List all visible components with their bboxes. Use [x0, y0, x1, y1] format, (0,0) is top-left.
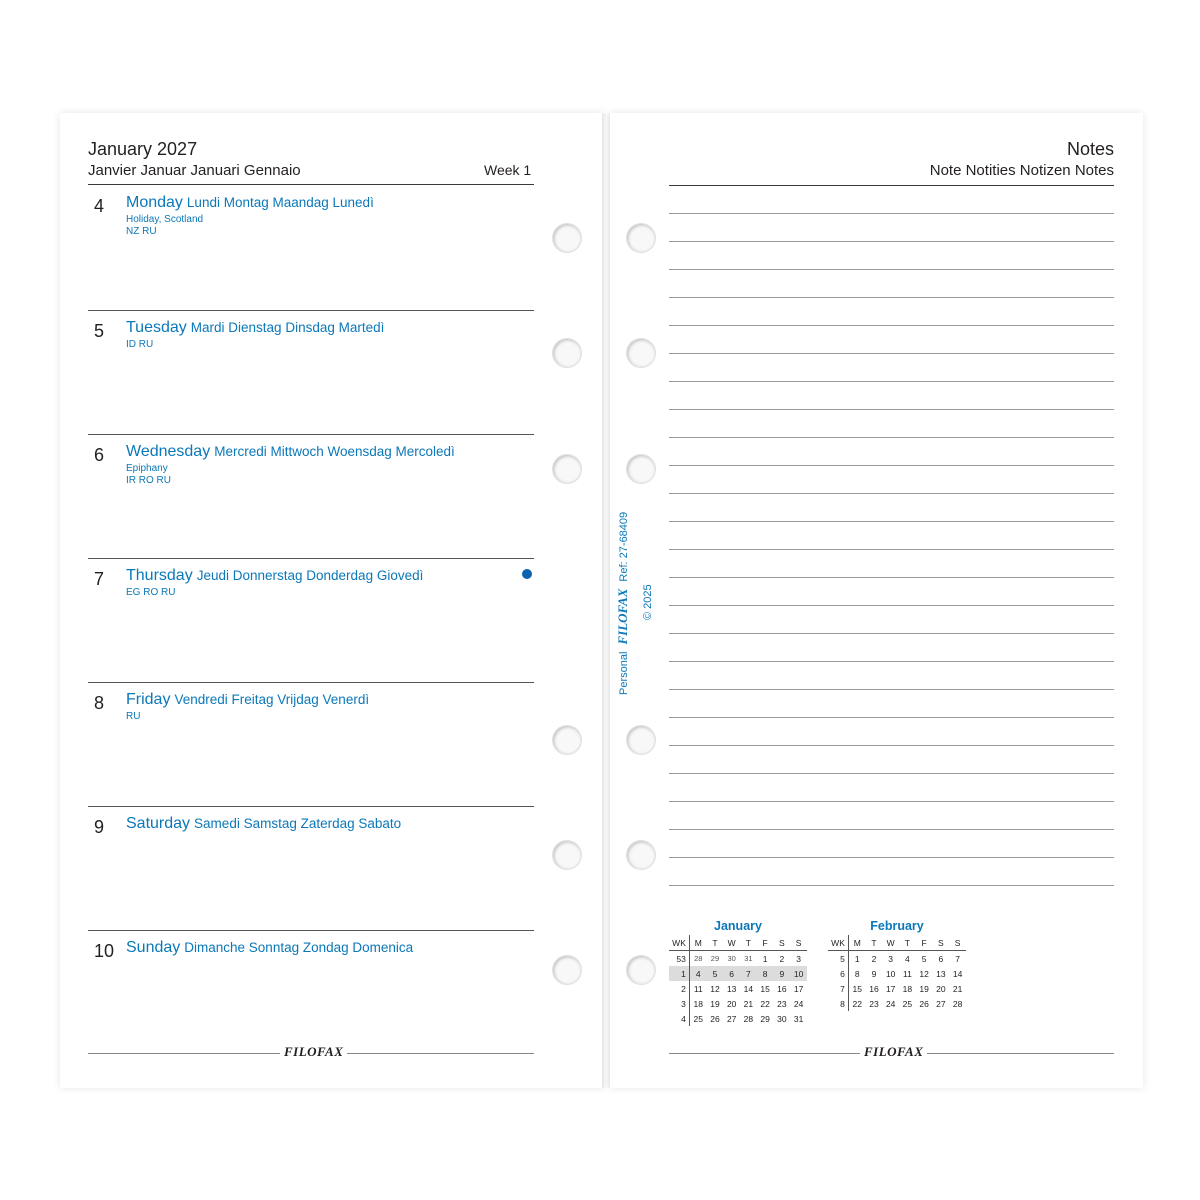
minical-day-cell: 4 — [905, 953, 910, 964]
minical-day-cell: 9 — [773, 966, 790, 981]
minical-day-cell: 27 — [936, 998, 946, 1009]
minical-day-cell: 22 — [760, 998, 770, 1009]
day-note: RU — [126, 711, 141, 722]
ring-hole — [626, 338, 656, 368]
minical-header-cell: F — [916, 935, 933, 951]
minical-week-number: 6 — [828, 966, 848, 981]
minical-day-cell: 26 — [919, 998, 929, 1009]
day-note: IR RO RU — [126, 475, 171, 486]
minical-week-number: 2 — [669, 981, 689, 996]
minical-header-cell: T — [866, 935, 883, 951]
note-line — [669, 885, 1114, 886]
notes-header-rule — [669, 185, 1114, 186]
note-line — [669, 325, 1114, 326]
day-name — [126, 939, 413, 957]
minical-week-number: 1 — [669, 966, 689, 981]
minical-day-cell: 31 — [744, 954, 753, 963]
minical-day-cell: 17 — [885, 983, 896, 994]
minical-day-cell: 5 — [921, 953, 927, 964]
minical-header-cell: F — [757, 935, 774, 951]
minical-day-cell: 30 — [727, 954, 736, 963]
minical-day-cell: 25 — [693, 1013, 703, 1024]
imprint-size: Personal — [618, 651, 630, 695]
minical-grid — [669, 935, 807, 1026]
minical-day-cell: 28 — [743, 1013, 754, 1024]
notes-title: Notes — [1066, 139, 1114, 159]
minical-day-cell: 15 — [760, 983, 770, 994]
minical-day-cell: 18 — [902, 983, 913, 994]
note-line — [669, 661, 1114, 662]
minical-day-cell: 25 — [902, 998, 913, 1009]
note-line — [669, 521, 1114, 522]
minical-day-cell: 15 — [852, 983, 862, 994]
minical-day-cell: 2 — [871, 953, 877, 964]
minical-day-cell: 11 — [693, 983, 703, 994]
minical-header-cell: T — [899, 935, 916, 951]
note-line — [669, 633, 1114, 634]
minical-day-cell: 3 — [796, 953, 801, 964]
day-number: 6 — [94, 445, 105, 465]
minical-day-cell: 10 — [790, 966, 807, 981]
month-translations: Janvier Januar Januari Gennaio — [88, 162, 301, 179]
minical-day-cell: 8 — [757, 966, 774, 981]
imprint — [615, 512, 631, 695]
day-row[interactable] — [88, 310, 534, 435]
day-number: 4 — [94, 196, 105, 216]
day-name-english: Wednesday — [126, 443, 211, 460]
ring-hole — [552, 223, 582, 253]
imprint-copyright: © 2025 — [642, 584, 654, 620]
minical-week-number: 53 — [669, 951, 689, 967]
minical-day-cell: 23 — [777, 998, 787, 1009]
note-line — [669, 493, 1114, 494]
minical-day-cell: 6 — [938, 953, 944, 964]
minical-day-cell: 6 — [723, 966, 740, 981]
minical-day-cell: 22 — [852, 998, 862, 1009]
day-name-english: Tuesday — [126, 319, 187, 336]
minical-day-cell: 14 — [743, 983, 754, 994]
day-name-english: Sunday — [126, 939, 181, 956]
minical-day-cell: 19 — [710, 998, 720, 1009]
day-number: 10 — [94, 941, 115, 961]
note-line — [669, 773, 1114, 774]
minical-day-cell: 14 — [952, 968, 963, 979]
minical-title: January — [714, 919, 762, 933]
day-name — [126, 319, 384, 337]
minical-day-cell: 7 — [740, 966, 757, 981]
day-note: ID RU — [126, 339, 154, 350]
minical-day-cell: 21 — [743, 998, 754, 1009]
minical-header-cell: WK — [828, 935, 848, 951]
note-line — [669, 689, 1114, 690]
day-name — [126, 815, 401, 833]
day-row[interactable] — [88, 434, 534, 559]
day-name-translations: Mardi Dienstag Dinsdag Martedì — [190, 320, 385, 335]
minical-day-cell: 1 — [762, 953, 768, 964]
note-line — [669, 269, 1114, 270]
left-page — [60, 113, 604, 1088]
minical-day-cell: 28 — [952, 998, 963, 1009]
right-page — [610, 113, 1143, 1088]
minical-header-cell: S — [949, 935, 966, 951]
minical-day-cell: 30 — [777, 1013, 787, 1024]
day-name-translations: Mercredi Mittwoch Woensdag Mercoledì — [214, 444, 455, 459]
ring-hole — [552, 338, 582, 368]
day-row[interactable] — [88, 682, 534, 807]
minical-day-cell: 3 — [888, 953, 894, 964]
day-name-translations: Lundi Montag Maandag Lunedì — [186, 195, 374, 210]
ring-hole — [626, 454, 656, 484]
minical-day-cell: 13 — [726, 983, 737, 994]
minical-week-number: 8 — [828, 996, 848, 1011]
day-row[interactable] — [88, 558, 534, 683]
day-number: 5 — [94, 321, 105, 341]
day-name — [126, 567, 423, 585]
filofax-logo: FILOFAX — [280, 1044, 347, 1060]
minical-header-cell: W — [723, 935, 740, 951]
note-line — [669, 577, 1114, 578]
day-name-english: Saturday — [126, 815, 191, 832]
note-line — [669, 437, 1114, 438]
note-line — [669, 241, 1114, 242]
minical-header-cell: M — [848, 935, 865, 951]
minical-day-cell: 7 — [955, 953, 960, 964]
note-line — [669, 297, 1114, 298]
day-name-translations: Dimanche Sonntag Zondag Domenica — [184, 940, 414, 955]
minical-day-cell: 13 — [936, 968, 946, 979]
minical-day-cell: 11 — [902, 968, 912, 979]
minical-header-cell: WK — [669, 935, 689, 951]
minical-header-cell: S — [790, 935, 807, 951]
notes-translations: Note Notities Notizen Notes — [929, 162, 1114, 179]
day-name — [126, 194, 374, 212]
ring-hole — [626, 955, 656, 985]
day-name — [126, 443, 455, 461]
ring-hole — [552, 725, 582, 755]
minical-week-number: 4 — [669, 1011, 689, 1026]
day-number: 8 — [94, 693, 105, 713]
day-note: EG RO RU — [126, 587, 176, 598]
minical-day-cell: 16 — [777, 983, 787, 994]
minical-week-number: 3 — [669, 996, 689, 1011]
note-line — [669, 213, 1114, 214]
day-name — [126, 691, 369, 709]
minical-header-cell: S — [773, 935, 790, 951]
minical-header-cell: S — [932, 935, 949, 951]
minical-grid — [828, 935, 966, 1011]
minical-day-cell: 2 — [779, 953, 785, 964]
header-rule — [88, 184, 534, 185]
note-line — [669, 549, 1114, 550]
note-line — [669, 801, 1114, 802]
minical-day-cell: 5 — [707, 966, 724, 981]
day-row[interactable] — [88, 186, 534, 310]
day-number: 9 — [94, 817, 105, 837]
minical-day-cell: 23 — [869, 998, 879, 1009]
minical-header-cell: M — [689, 935, 706, 951]
note-line — [669, 605, 1114, 606]
day-number: 7 — [94, 569, 105, 589]
note-line — [669, 857, 1114, 858]
minical-week-number: 5 — [828, 951, 848, 967]
month-title: January 2027 — [88, 139, 198, 159]
minical-day-cell: 24 — [793, 998, 804, 1009]
note-line — [669, 717, 1114, 718]
minical-day-cell: 20 — [726, 998, 737, 1009]
minical-day-cell: 26 — [710, 1013, 720, 1024]
moon-phase-dot — [522, 569, 532, 579]
day-note: NZ RU — [126, 226, 157, 237]
ring-hole — [552, 955, 582, 985]
minical-day-cell: 18 — [693, 998, 703, 1009]
day-note: Epiphany — [126, 463, 168, 474]
minical-day-cell: 17 — [793, 983, 804, 994]
minical-day-cell: 27 — [726, 1013, 737, 1024]
day-name-translations: Vendredi Freitag Vrijdag Venerdì — [174, 692, 370, 707]
minical-header-cell: W — [882, 935, 899, 951]
ring-hole — [626, 223, 656, 253]
day-row[interactable] — [88, 930, 534, 1055]
ring-hole — [626, 840, 656, 870]
ring-hole — [552, 454, 582, 484]
note-line — [669, 409, 1114, 410]
day-name-english: Thursday — [126, 567, 193, 584]
minical-day-cell: 16 — [869, 983, 879, 994]
day-row[interactable] — [88, 806, 534, 931]
minical-day-cell: 29 — [760, 1013, 770, 1024]
note-line — [669, 465, 1114, 466]
minical-title: February — [870, 919, 924, 933]
minical-day-cell: 28 — [694, 954, 703, 963]
minical-day-cell: 24 — [885, 998, 896, 1009]
minical-day-cell: 29 — [710, 954, 720, 963]
minical-day-cell: 1 — [854, 953, 860, 964]
ring-hole — [626, 725, 656, 755]
minical-day-cell: 4 — [689, 966, 706, 981]
day-name-english: Monday — [126, 194, 183, 211]
note-line — [669, 745, 1114, 746]
minical-day-cell: 9 — [871, 968, 877, 979]
week-label: Week 1 — [484, 162, 532, 178]
note-line — [669, 381, 1114, 382]
imprint-ref: Ref: 27-68409 — [618, 511, 630, 582]
minical-week-number: 7 — [828, 981, 848, 996]
minical-day-cell: 8 — [854, 968, 860, 979]
day-name-translations: Jeudi Donnerstag Donderdag Giovedì — [196, 568, 424, 583]
minical-day-cell: 10 — [885, 968, 896, 979]
note-line — [669, 353, 1114, 354]
minical-header-cell: T — [740, 935, 757, 951]
filofax-logo-right: FILOFAX — [860, 1044, 927, 1060]
minical-day-cell: 12 — [710, 983, 720, 994]
day-name-english: Friday — [126, 691, 171, 708]
minical-day-cell: 20 — [936, 983, 946, 994]
minical-header-cell: T — [707, 935, 724, 951]
minical-day-cell: 31 — [793, 1013, 804, 1024]
day-name-translations: Samedi Samstag Zaterdag Sabato — [194, 816, 402, 831]
minical-day-cell: 21 — [952, 983, 963, 994]
minical-day-cell: 12 — [919, 968, 929, 979]
ring-hole — [552, 840, 582, 870]
minical-day-cell: 19 — [919, 983, 929, 994]
note-line — [669, 829, 1114, 830]
imprint-brand: FILOFAX — [615, 588, 630, 645]
day-note: Holiday, Scotland — [126, 214, 204, 225]
